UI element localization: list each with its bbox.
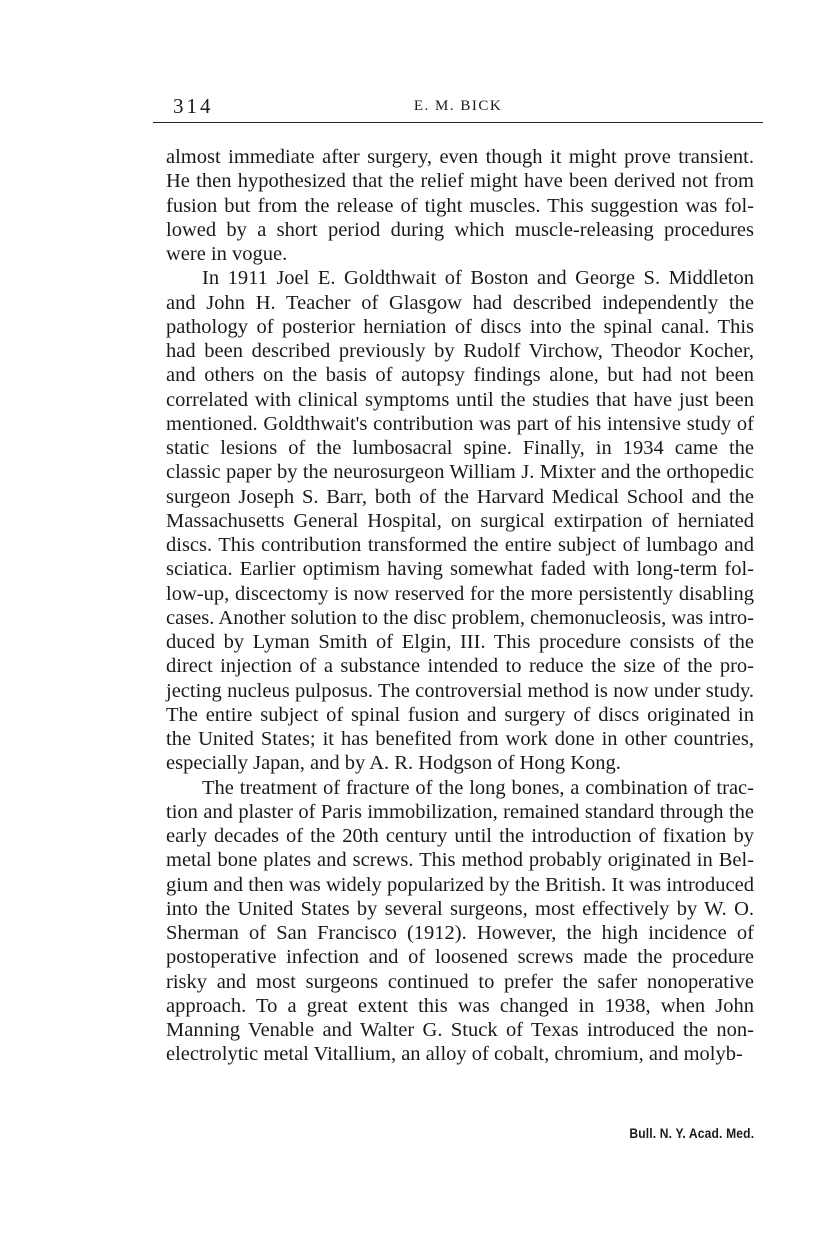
running-head: E. M. BICK [413,98,503,114]
paragraph-1: almost immediate after surgery, even though it might prove transient. He then hypothesized that the relief might have been derived not from fusion but from the release of tight muscles. This suggestion was followed by a short period during which muscle-releasing procedures were in vogue. [166,146,754,265]
paragraph-2: In 1911 Joel E. Goldthwait of Boston and George S. Middleton and John H. Teacher of Glasgow had described independently the pathology of posterior herniation of discs into the spinal canal. This had been described previously by Rudolf Virchow, Theodor Kocher, and others on the basis of autopsy findings alone, but had not been correlated with clinical symptoms until the studies that have just been mentioned. Goldthwait's contribution was part of his intensive study of static lesions of the lumbosacral spine. Finally, in 1934 came the classic paper by the neurosurgeon William J. Mixter and the orthopedic surgeon Joseph S. Barr, both of the Harvard Medical School and the Massachusetts General Hospital, on surgical extirpation of herniated discs. This contribution transformed the entire subject of lumbago and sciatica. Earlier optimism having somewhat faded with long-term follow-up, discectomy is now reserved for the more persistently disabling cases. Another solution to the disc problem, chemonucleosis, was introduced by Lyman Smith of Elgin, III. This procedure consists of the direct injection of a substance intended to reduce the size of the projecting nucleus pulposus. The controversial method is now under study. The entire subject of spinal fusion and surgery of discs originated in the United States; it has benefited from work done in other countries, especially Japan, and by A. R. Hodgson of Hong Kong. [166,267,754,775]
page-header [153,92,763,124]
body-text [166,145,754,1067]
page-number: 314 [173,94,214,118]
paragraph-3: The treatment of fracture of the long bones, a combination of traction and plaster of Paris immobilization, remained standard through the early decades of the 20th century until the introduction of fixation by metal bone plates and screws. This method probably originated in Belgium and then was widely popularized by the British. It was introduced into the United States by several surgeons, most effectively by W. O. Sherman of San Francisco (1912). However, the high incidence of postoperative infection and of loosened screws made the procedure risky and most surgeons continued to prefer the safer nonoperative approach. To a great extent this was changed in 1938, when John Manning Venable and Walter G. Stuck of Texas introduced the nonelectrolytic metal Vitallium, an alloy of cobalt, chromium, and molyb- [166,776,754,1066]
journal-citation: Bull. N. Y. Acad. Med. [629,1125,754,1141]
header-rule [153,122,763,123]
